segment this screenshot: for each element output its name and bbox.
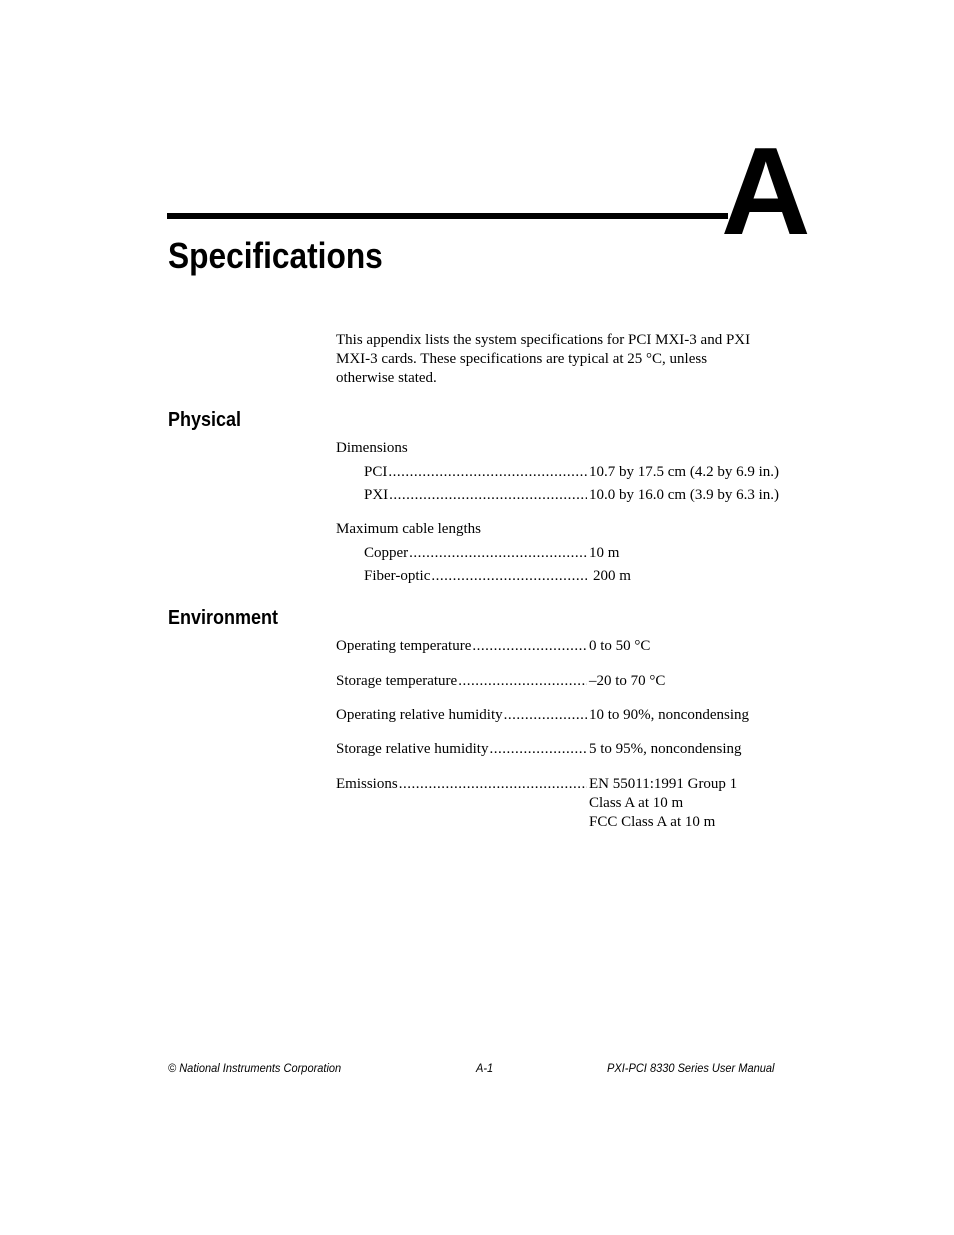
spec-row-operating-temperature: [336, 637, 587, 656]
dot-leader: [408, 544, 587, 563]
spec-value-storage-humidity: 5 to 95%, noncondensing: [589, 741, 742, 757]
page-title: Specifications: [168, 235, 383, 276]
emissions-line: FCC Class A at 10 m: [589, 814, 716, 830]
dot-leader: [503, 706, 587, 725]
spec-row-pxi: [364, 486, 587, 505]
spec-row-storage-temperature: [336, 672, 587, 691]
dot-leader: [488, 740, 587, 759]
spec-row-pci: [364, 463, 587, 482]
dot-leader: [430, 567, 587, 586]
spec-label-operating-temperature: Operating temperature: [336, 638, 472, 654]
spec-label-pxi: PXI: [364, 487, 389, 503]
spec-label-operating-humidity: Operating relative humidity: [336, 707, 503, 723]
spec-value-storage-temperature: –20 to 70 °C: [589, 673, 666, 689]
dot-leader: [387, 463, 587, 482]
spec-value-pci: 10.7 by 17.5 cm (4.2 by 6.9 in.): [589, 464, 779, 480]
emissions-line: EN 55011:1991 Group 1: [589, 776, 738, 792]
dimensions-label: Dimensions: [336, 440, 408, 456]
footer-copyright: © National Instruments Corporation: [168, 1061, 342, 1075]
chapter-rule: [167, 213, 728, 219]
section-heading-environment: Environment: [168, 607, 279, 629]
emissions-line: Class A at 10 m: [589, 795, 684, 811]
dot-leader: [457, 672, 587, 691]
spec-label-fiber-optic: Fiber-optic: [364, 568, 431, 584]
dot-leader: [398, 775, 587, 794]
spec-row-copper: [364, 544, 587, 563]
chapter-letter: A: [721, 123, 809, 261]
spec-label-pci: PCI: [364, 464, 388, 480]
spec-value-operating-humidity: 10 to 90%, noncondensing: [589, 707, 749, 723]
spec-value-copper: 10 m: [589, 545, 620, 561]
spec-label-copper: Copper: [364, 545, 409, 561]
spec-label-storage-humidity: Storage relative humidity: [336, 741, 489, 757]
intro-paragraph: This appendix lists the system specifications for PCI MXI-3 and PXI MXI-3 cards. These specifications are typical at 25 °C, unless otherwise stated.: [336, 332, 751, 386]
spec-value-fiber-optic: 200 m: [593, 568, 631, 584]
spec-label-storage-temperature: Storage temperature: [336, 673, 458, 689]
footer-manual-title: PXI-PCI 8330 Series User Manual: [607, 1061, 775, 1075]
spec-row-operating-humidity: [336, 706, 587, 725]
dot-leader: [471, 637, 587, 656]
spec-value-pxi: 10.0 by 16.0 cm (3.9 by 6.3 in.): [589, 487, 779, 503]
spec-label-emissions: Emissions: [336, 776, 398, 792]
spec-value-operating-temperature: 0 to 50 °C: [589, 638, 651, 654]
spec-row-emissions: [336, 775, 587, 794]
spec-row-storage-humidity: [336, 740, 587, 759]
spec-value-emissions: [589, 775, 737, 832]
section-heading-physical: Physical: [168, 409, 242, 431]
spec-row-fiber-optic: [364, 567, 587, 586]
footer-page-number: A-1: [476, 1061, 494, 1075]
cable-lengths-label: Maximum cable lengths: [336, 521, 481, 537]
dot-leader: [388, 486, 587, 505]
